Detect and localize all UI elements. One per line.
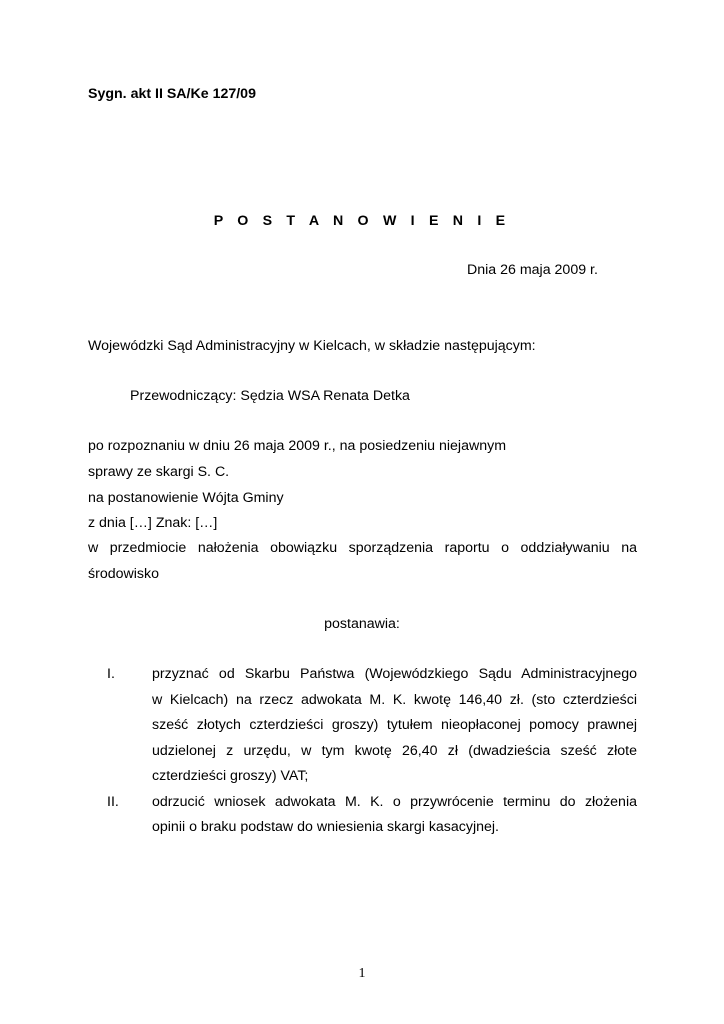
considered-line-complaint: sprawy ze skargi S. C.: [88, 464, 230, 480]
item-1-line: udzielonej z urzędu, w tym kwotę 26,40 zł (dwadzieścia sześć złote: [152, 743, 637, 759]
decision-date: Dnia 26 maja 2009 r.: [467, 262, 598, 278]
considered-line-decision: na postanowienie Wójta Gminy: [88, 490, 284, 506]
court-composition-line: Wojewódzki Sąd Administracyjny w Kielcach, w składzie następującym:: [88, 338, 536, 354]
presiding-judge-line: Przewodniczący: Sędzia WSA Renata Detka: [130, 388, 410, 404]
considered-line-subject: w przedmiocie nałożenia obowiązku sporządzenia raportu o oddziaływaniu na: [88, 540, 637, 556]
item-1-line: sześć złotych czterdzieści groszy) tytułem nieopłaconej pomocy prawnej: [152, 717, 637, 733]
item-2-line: odrzucić wniosek adwokata M. K. o przywrócenie terminu do złożenia: [152, 794, 637, 810]
item-number-1: I.: [107, 666, 115, 682]
document-title: P O S T A N O W I E N I E: [213, 213, 511, 229]
item-1-line: w Kielcach) na rzecz adwokata M. K. kwotę 146,40 zł. (sto czterdzieści: [152, 692, 637, 708]
page-number: 1: [358, 966, 366, 981]
case-signature: Sygn. akt II SA/Ke 127/09: [88, 86, 256, 102]
considered-line-reference: z dnia […] Znak: […]: [88, 515, 218, 531]
item-number-2: II.: [107, 794, 119, 810]
considered-line-subject-end: środowisko: [88, 566, 159, 582]
item-1-line: czterdzieści groszy) VAT;: [152, 768, 309, 784]
decides-heading: postanawia:: [324, 616, 400, 632]
item-1-line: przyznać od Skarbu Państwa (Wojewódzkiego Sądu Administracyjnego: [152, 666, 637, 682]
considered-line-date: po rozpoznaniu w dniu 26 maja 2009 r., na posiedzeniu niejawnym: [88, 438, 507, 454]
item-2-line: opinii o braku podstaw do wniesienia skargi kasacyjnej.: [152, 819, 499, 835]
